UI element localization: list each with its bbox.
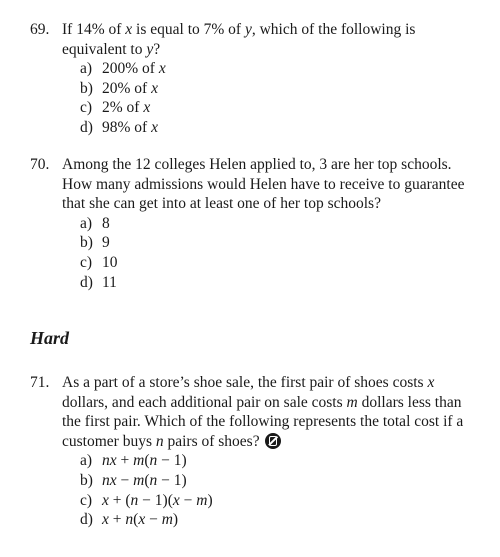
choice-text: 11 bbox=[102, 273, 117, 291]
answer-choices bbox=[80, 214, 470, 292]
choice-a bbox=[80, 214, 470, 234]
choice-text: 2% of x bbox=[102, 99, 151, 117]
question-number: 71. bbox=[30, 374, 50, 391]
choice-letter: b) bbox=[80, 234, 93, 252]
choice-letter: a) bbox=[80, 452, 93, 470]
question-text-body: As a part of a store’s shoe sale, the first pair of shoes costs x dollars, and each additional pair on sale costs m dollars less than the first pair. Which of the following represents the total cost if a customer buys n pairs of shoes? bbox=[62, 374, 464, 450]
choice-b bbox=[80, 233, 470, 253]
choice-c bbox=[80, 253, 470, 273]
question-70 bbox=[30, 155, 470, 292]
question-text: If 14% of x is equal to 7% of y, which of the following is equivalent to y? bbox=[62, 21, 416, 58]
choice-text: 9 bbox=[102, 234, 110, 252]
choice-c bbox=[80, 98, 470, 118]
choice-text: 20% of x bbox=[102, 79, 158, 97]
choice-b bbox=[80, 79, 470, 99]
question-71 bbox=[30, 373, 470, 530]
choice-text: nx − m(n − 1) bbox=[102, 471, 187, 489]
choice-a bbox=[80, 59, 470, 79]
choice-letter: a) bbox=[80, 214, 93, 232]
choice-letter: c) bbox=[80, 99, 93, 117]
choice-letter: d) bbox=[80, 273, 93, 291]
question-number: 69. bbox=[30, 21, 50, 38]
question-69 bbox=[30, 20, 470, 138]
question-number: 70. bbox=[30, 156, 50, 173]
choice-letter: c) bbox=[80, 253, 93, 271]
choice-d bbox=[80, 273, 470, 293]
section-heading-hard: Hard bbox=[30, 328, 70, 348]
choice-letter: d) bbox=[80, 118, 93, 136]
choice-text: 10 bbox=[102, 253, 118, 271]
choice-letter: b) bbox=[80, 79, 93, 97]
choice-letter: c) bbox=[80, 491, 93, 509]
choice-letter: a) bbox=[80, 60, 93, 78]
calculator-icon bbox=[265, 433, 281, 449]
choice-letter: b) bbox=[80, 471, 93, 489]
answer-choices bbox=[80, 59, 470, 137]
choice-text: nx + m(n − 1) bbox=[102, 452, 187, 470]
choice-c bbox=[80, 491, 470, 511]
choice-a bbox=[80, 451, 470, 471]
choice-text: 98% of x bbox=[102, 118, 158, 136]
choice-letter: d) bbox=[80, 511, 93, 529]
answer-choices bbox=[80, 451, 470, 529]
question-text bbox=[62, 373, 470, 451]
choice-text: 200% of x bbox=[102, 60, 166, 78]
choice-b bbox=[80, 471, 470, 491]
choice-text: 8 bbox=[102, 214, 110, 232]
question-text: Among the 12 colleges Helen applied to, 3 are her top schools. How many admissions would Helen have to receive to guarantee that she can get into at least one of her top schools? bbox=[62, 156, 465, 213]
choice-text: x + (n − 1)(x − m) bbox=[102, 491, 213, 509]
choice-d bbox=[80, 118, 470, 138]
choice-d bbox=[80, 510, 470, 530]
choice-text: x + n(x − m) bbox=[102, 511, 179, 529]
